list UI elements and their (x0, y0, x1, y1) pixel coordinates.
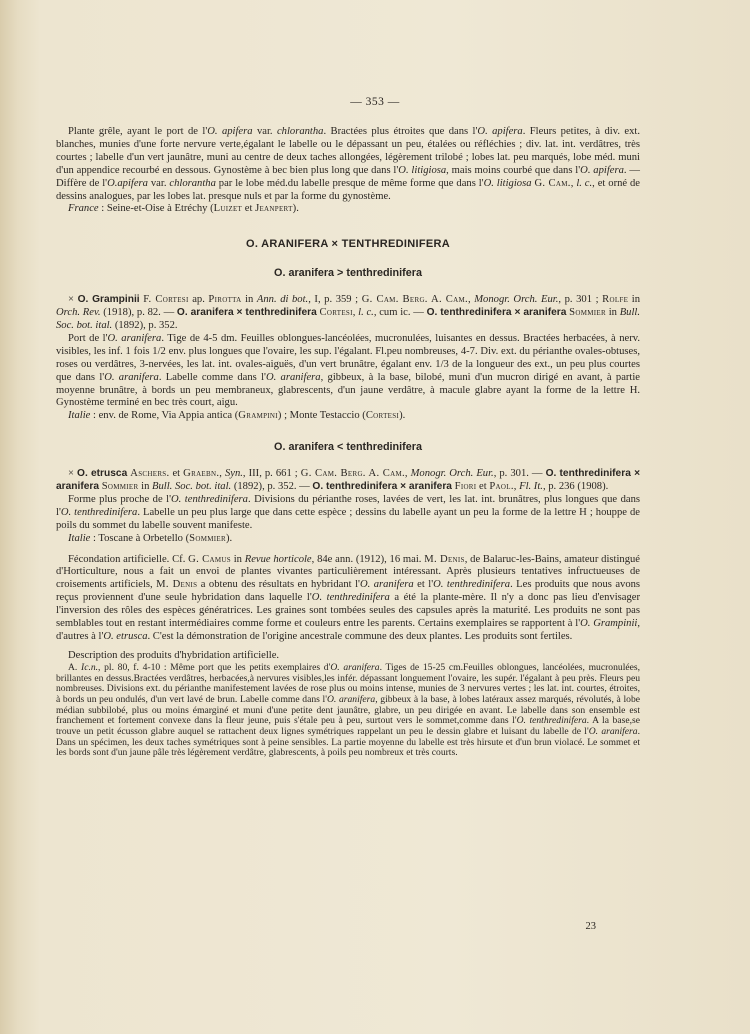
paragraph-fecondation: Fécondation artificielle. Cf. G. Camus in Revue horticole, 84e ann. (1912), 16 mai. M. Denis, de Balaruc-les-Bains, amateur distingué d'Horticulture, nous a fait un envoi de plantes vivantes particulièrement intéressant. Après plusieurs tentatives infructueuses de croisements artificiels, M. Denis a obtenu des résultats en hybridant l'O. aranifera et l'O. tenthredinifera. Les produits que nous avons reçus proviennent d'une seule hybridation dans laquelle l'O. tenthredinifera a été la plante-mère. Il n'y a donc pas lieu d'envisager l'inversion des rôles des espèces génératrices. Les graines sont tombées seules des capsules après la maturité. Les produits ne sont pas semblables tout en restant intermédiaires comme forme et couleurs entre les parents. Certains exemplaires se rapportent à l'O. Grampinii, d'autres à l'O. etrusca. C'est la démonstration de l'origine ancestrale commune des deux plantes. Les produits sont fertiles. (56, 553, 641, 642)
paragraph-description-1: Port de l'O. aranifera. Tige de 4-5 dm. Feuilles oblongues-lancéolées, mucronulées, luisantes en dessus. Bractées herbacées, à nerv. visibles, les inf. 1 fois 1/2 env. plus longues que l'ovaire, les sup. l'égalant. Fl.peu nombreuses, 4-7. Div. ext. du périanthe ovales-obtuses, roses ou verdâtres, 3-nervées, les lat. int. ovales-aiguës, d'un vert brunâtre, égalant env. 1/3 de la longueur des ext., un peu plus courtes que dans l'O. aranifera. Labelle comme dans l'O. aranifera, gibbeux, à la base, bilobé, muni d'un mucron dirigé en avant, à partie moyenne brunâtre, à bords un peu membraneux, glabrescents, d'un jaune verdâtre, à macule glabre ayant la forme de la lettre H. Gynostème terminé en bec très court, aigu. (56, 332, 641, 409)
paragraph-description-2: Forme plus proche de l'O. tenthredinifera. Divisions du périanthe roses, lavées de vert, les lat. int. brunâtres, plus longues que dans l'O. tenthredinifera. Labelle un peu plus large que dans cette espèce ; dessins du labelle ayant un peu la forme de la lettre H ; houppe de poils du sommet du labelle souvent manifeste. (56, 493, 640, 531)
paragraph-locality-1: Italie : env. de Rome, Via Appia antica (Grampini) ; Monte Testaccio (Cortesi). (68, 410, 406, 422)
page-number: — 353 — (350, 96, 400, 108)
paragraph-description: Plante grêle, ayant le port de l'O. apifera var. chlorantha. Bractées plus étroites que dans l'O. apifera. Fleurs petites, à div. ext. blanches, munies d'une forte nervure verte,égalant le labelle ou le dépassant un peu, étalées ou réfléchies ; div. lat. int. verdâtres, très courtes ; labelle d'un vert jaunâtre, muni au centre de deux taches allongées, légèrement trilobé ; lobes lat. peu marqués, lobe méd. muni d'un appendice recourbé en dessous. Gynostème à bec bien plus long que dans l'O. litigiosa, mais moins courbé que dans l'O. apifera. — Diffère de l'O.apifera var. chlorantha par le lobe méd.du labelle presque de même forme que dans l'O. litigiosa G. Cam., l. c., et orné de dessins analogues, par les lobes lat. presque nuls et par la forme du gynostème. (56, 126, 641, 202)
description-heading: Description des produits d'hybridation artificielle. (68, 649, 280, 661)
paragraph-small-description: A. Ic.n., pl. 80, f. 4-10 : Même port que les petits exemplaires d'O. aranifera. Tiges de 15-25 cm.Feuilles oblongues, lancéolées, mucronulées, brillantes en dessus.Bractées verdâtres, herbacées,à nervures visibles,les infér. dépassant longuement l'ovaire, les supér. l'égalant à peu près. Fleurs peu nombreuses. Divisions ext. du périanthe manifestement lavées de rose plus ou moins intense, munies de 3 nervures vertes ; les lat. int. courtes, étroites, à bords un peu ondulés, d'un vert lavé de brun. Labelle comme dans l'O. aranifera, gibbeux à la base, à lobes latéraux assez marqués, révolutés, à lobe médian subbilobé, plus ou moins émarginé et muni d'une petite dent jaunâtre, glabre, un peu dirigée en avant. Le labelle dans son ensemble est franchement et fortement convexe dans la fleur jeune, puis s'étale peu à peu, surtout vers le sommet,comme dans l'O. tenthredinifera. A la base,se trouve un petit écusson glabre auquel se rattachent deux lignes symétriques rappelant un peu le dessin glabre et luisant du labelle de l'O. aranifera. Dans un spécimen, les deux taches symétriques sont à peine sensibles. La partie moyenne du labelle est très hirsute et d'un brun violacé. Le sommet et les bords sont d'un jaune pâle très légèrement verdâtre, glabrescents, à poils peu nombreux et très courts. (56, 661, 641, 759)
paragraph-synonymy-2: × O. etrusca Aschers. et Graebn., Syn., III, p. 661 ; G. Cam. Berg. A. Cam., Monogr. Orch. Eur., p. 301. — O. tenthredinifera × aranifera Sommier in Bull. Soc. bot. ital. (1892), p. 352. — O. tenthredinifera × aranifera Fiori et Paol., Fl. It., p. 236 (1908). (56, 468, 641, 493)
footer-page-number: 23 (585, 921, 596, 932)
section-title: O. ARANIFERA × TENTHREDINIFERA (245, 238, 451, 251)
subsection-title-2: O. aranifera < tenthredinifera (274, 441, 422, 454)
text-body (56, 126, 640, 759)
paragraph-locality: France : Seine-et-Oise à Etréchy (Luizet et Jeanpert). (68, 203, 299, 215)
paragraph-synonymy-1: × O. Grampinii F. Cortesi ap. Pirotta in Ann. di bot., I, p. 359 ; G. Cam. Berg. A. Cam., Monogr. Orch. Eur., p. 301 ; Rolfe in Orch. Rev. (1918), p. 82. — O. aranifera × tenthredinifera Cortesi, l. c., cum ic. — O. tenthredinifera × aranifera Sommier in Bull. Soc. bot. ital. (1892), p. 352. (56, 294, 641, 331)
subsection-title-1: O. aranifera > tenthredinifera (274, 267, 422, 280)
paragraph-locality-2: Italie : Toscane à Orbetello (Sommier). (68, 532, 233, 544)
